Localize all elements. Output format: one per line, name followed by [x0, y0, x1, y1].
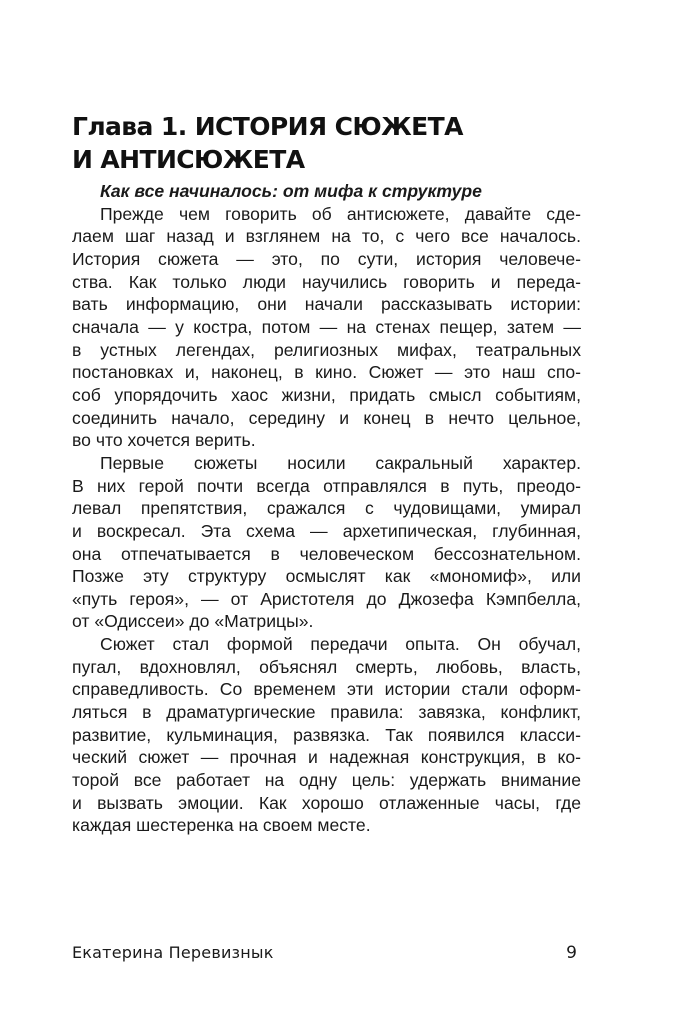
text-line: от «Одиссеи» до «Матрицы».: [72, 611, 314, 632]
text-line: ства. Как только люди научились говорить и переда-: [72, 271, 581, 292]
text-line: и воскресал. Эта схема — архетипическая, глубинная,: [72, 520, 581, 541]
text-line: во что хочется верить.: [72, 430, 256, 451]
text-line: в устных легендах, религиозных мифах, театральных: [72, 339, 581, 360]
footer-author: Екатерина Перевизнык: [72, 943, 274, 962]
text-line: левал препятствия, сражался с чудовищами, умирал: [72, 498, 581, 519]
text-line: и вызвать эмоции. Как хорошо отлаженные часы, где: [72, 792, 581, 813]
book-page: [72, 0, 581, 1033]
text-line: лаем шаг назад и взглянем на то, с чего все началось.: [72, 226, 581, 247]
text-line: соб упорядочить хаос жизни, придать смысл событиям,: [72, 384, 581, 405]
text-line: ческий сюжет — прочная и надежная конструкция, в ко-: [72, 747, 581, 768]
paragraph: [72, 452, 581, 633]
page-number: 9: [566, 943, 577, 963]
section-heading: Как все начиналось: от мифа к структуре: [100, 181, 482, 201]
text-line: В них герой почти всегда отправлялся в путь, преодо-: [72, 475, 581, 496]
text-line: Первые сюжеты носили сакральный характер.: [100, 452, 581, 473]
text-line: она отпечатывается в человеческом бессознательном.: [72, 543, 581, 564]
text-line: сначала — у костра, потом — на стенах пещер, затем —: [72, 316, 581, 337]
text-line: Позже эту структуру осмыслят как «мономиф», или: [72, 566, 581, 587]
text-line: Сюжет стал формой передачи опыта. Он обучал,: [100, 634, 581, 655]
chapter-body: [72, 180, 581, 837]
text-line: развитие, кульминация, развязка. Так появился класси-: [72, 724, 581, 745]
text-line: пугал, вдохновлял, объяснял смерть, любовь, власть,: [72, 656, 581, 677]
paragraph: [72, 633, 581, 837]
text-line: справедливость. Со временем эти истории стали оформ-: [72, 679, 581, 700]
running-footer: [72, 940, 581, 966]
paragraph: [72, 203, 581, 452]
text-line: каждая шестеренка на своем месте.: [72, 815, 371, 836]
text-line: постановках и, наконец, в кино. Сюжет — это наш спо-: [72, 362, 581, 383]
text-line: соединить начало, середину и конец в нечто цельное,: [72, 407, 581, 428]
text-line: История сюжета — это, по сути, история человече-: [72, 248, 581, 269]
text-line: вать информацию, они начали рассказывать истории:: [72, 294, 581, 315]
chapter-title: [72, 110, 581, 176]
text-line: «путь героя», — от Аристотеля до Джозефа Кэмпбелла,: [72, 588, 581, 609]
text-line: ляться в драматургические правила: завязка, конфликт,: [72, 702, 581, 723]
chapter-title-line-1: Глава 1. ИСТОРИЯ СЮЖЕТА: [72, 112, 463, 141]
chapter-title-line-2: И АНТИСЮЖЕТА: [72, 145, 305, 174]
text-line: Прежде чем говорить об антисюжете, давайте сде-: [100, 203, 581, 224]
text-line: торой все работает на одну цель: удержать внимание: [72, 770, 581, 791]
